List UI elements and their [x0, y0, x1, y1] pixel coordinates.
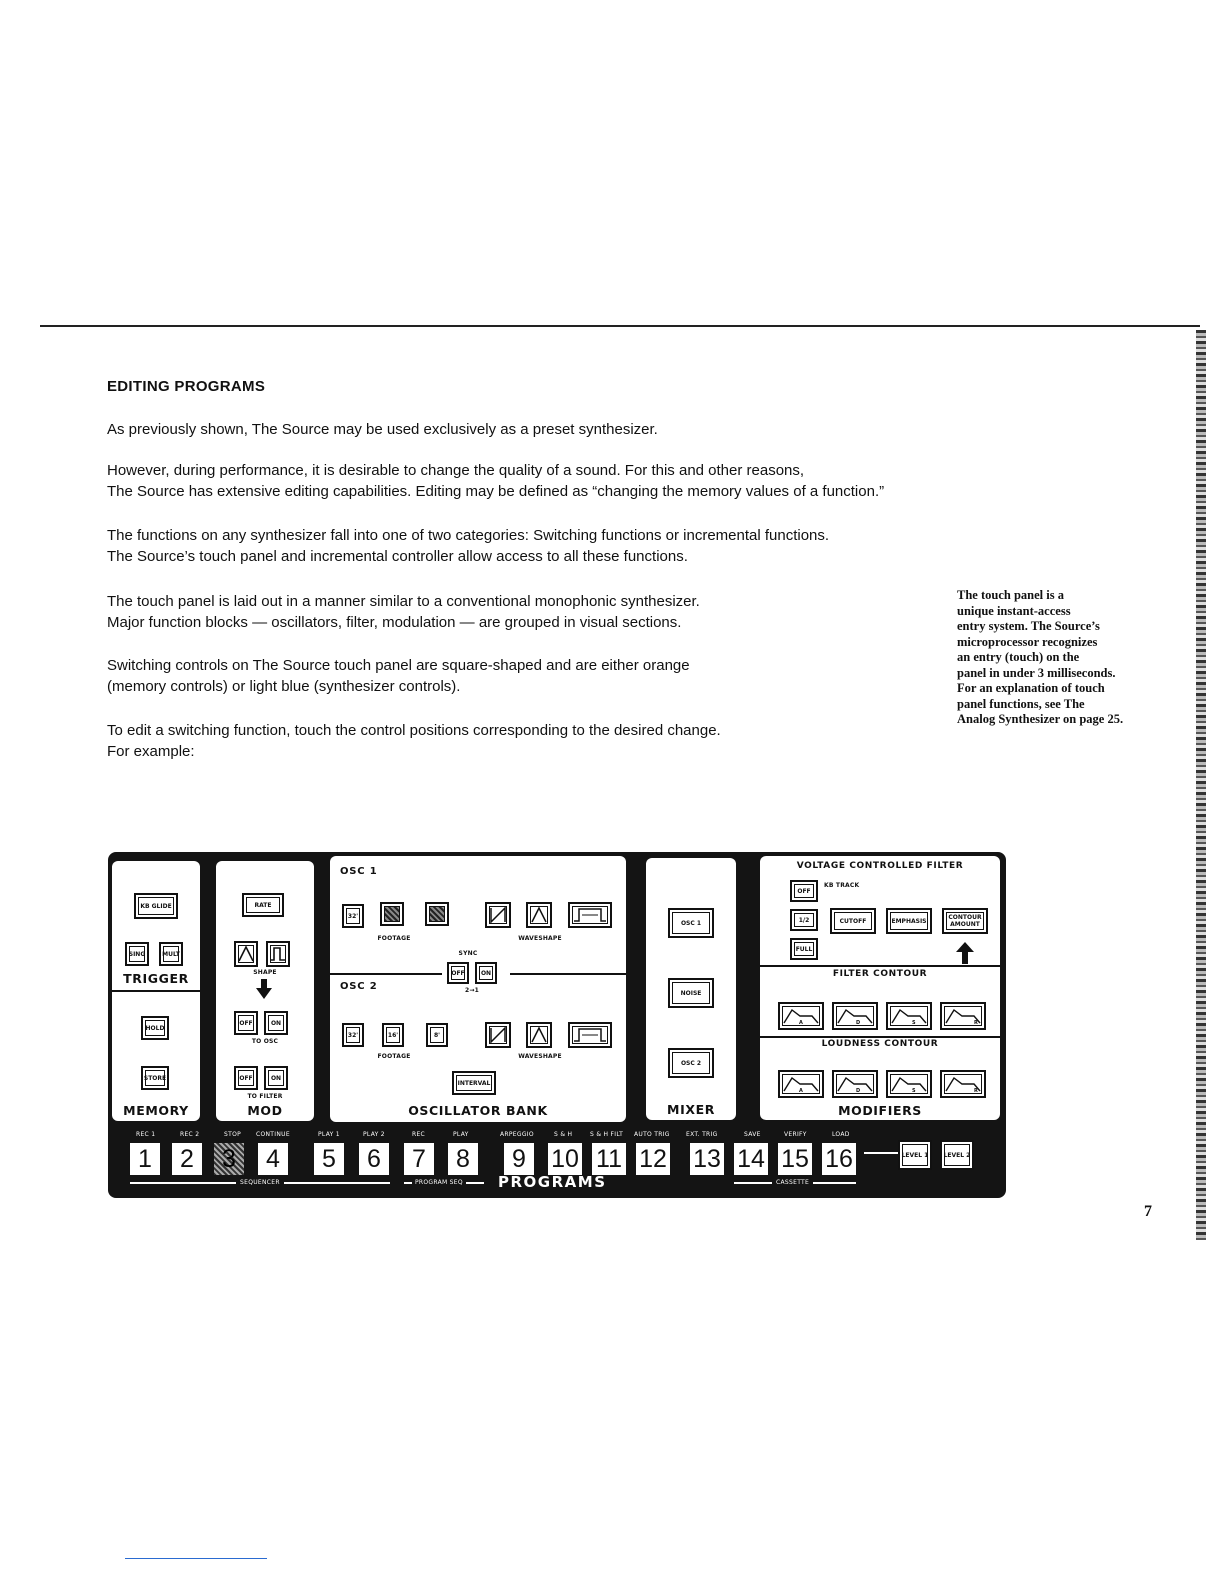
paragraph-2: However, during performance, it is desirable to change the quality of a sound. For this and other reasons, The Source has extensive editing capabilities. Editing may be defined as “changing the memory values of a function.”: [107, 462, 885, 500]
cassette-label: CASSETTE: [772, 1179, 813, 1186]
contour-amount-button[interactable]: CONTOUR AMOUNT: [942, 908, 988, 934]
osc1-8ft-button[interactable]: [425, 902, 449, 926]
kb-track-off-button[interactable]: OFF: [790, 880, 818, 902]
decay-envelope-icon: [836, 1007, 874, 1025]
footnote-rule: [125, 1558, 267, 1559]
mod-to-osc-off-button[interactable]: OFF: [234, 1011, 258, 1035]
page-top-rule: [40, 325, 1200, 327]
osc1-triangle-button[interactable]: [526, 902, 552, 928]
program-button-4[interactable]: 4: [258, 1143, 288, 1175]
program-label-14: SAVE: [744, 1131, 761, 1138]
interval-button[interactable]: INTERVAL: [452, 1071, 496, 1095]
program-button-6[interactable]: 6: [359, 1143, 389, 1175]
program-button-12[interactable]: 12: [636, 1143, 670, 1175]
triangle-wave-icon: [238, 946, 254, 962]
program-label-6: PLAY 2: [363, 1131, 385, 1138]
osc2-32ft-button[interactable]: 32': [342, 1023, 364, 1047]
osc1-footage-label: FOOTAGE: [377, 935, 411, 942]
down-arrow-icon: [256, 979, 272, 1004]
program-button-16[interactable]: 16: [822, 1143, 856, 1175]
loudness-contour-decay-button[interactable]: [832, 1070, 878, 1098]
release-envelope-icon: [944, 1075, 982, 1093]
sing-button[interactable]: SING: [125, 942, 149, 966]
svg-text:S: S: [912, 1020, 916, 1025]
mod-to-filter-off-button[interactable]: OFF: [234, 1066, 258, 1090]
program-label-13: EXT. TRIG: [686, 1131, 718, 1138]
to-osc-label: TO OSC: [251, 1038, 279, 1045]
paragraph-3: The functions on any synthesizer fall into one of two categories: Switching functions or incremental functions. The Source’s touch panel and incremental controller allow access to all these functions.: [107, 527, 830, 565]
mixer-title: MIXER: [667, 1102, 715, 1117]
svg-text:R: R: [974, 1020, 978, 1025]
section-heading: EDITING PROGRAMS: [107, 378, 266, 395]
program-label-7: REC: [412, 1131, 426, 1138]
svg-text:R: R: [974, 1088, 978, 1093]
program-button-10[interactable]: 10: [548, 1143, 582, 1175]
attack-envelope-icon: [782, 1007, 820, 1025]
program-label-9: ARPEGGIO: [500, 1131, 534, 1138]
sawtooth-wave-icon: [490, 907, 506, 923]
paragraph-1: As previously shown, The Source may be used exclusively as a preset synthesizer.: [107, 421, 658, 438]
pulse-wave-icon: [573, 1027, 607, 1043]
kb-glide-button[interactable]: KB GLIDE: [134, 893, 178, 919]
paragraph-6: To edit a switching function, touch the control positions corresponding to the desired change. For example:: [107, 722, 721, 760]
rate-button[interactable]: RATE: [242, 893, 284, 917]
program-button-2[interactable]: 2: [172, 1143, 202, 1175]
touch-panel: [108, 852, 1006, 1198]
program-button-1[interactable]: 1: [130, 1143, 160, 1175]
osc2-waveshape-label: WAVESHAPE: [518, 1053, 562, 1060]
oscillator-bank-title: OSCILLATOR BANK: [408, 1103, 548, 1118]
osc2-triangle-button[interactable]: [526, 1022, 552, 1048]
modifiers-section: [760, 856, 1000, 1120]
mod-triangle-wave-button[interactable]: [234, 941, 258, 967]
loudness-contour-attack-button[interactable]: [778, 1070, 824, 1098]
side-note: The touch panel is a unique instant-access entry system. The Source’s microprocessor recognizes an entry (touch) on the panel in under 3 milliseconds. For an explanation of touch panel functions, see The Analog Synthesizer on page 25.: [957, 588, 1124, 726]
mod-to-filter-on-button[interactable]: ON: [264, 1066, 288, 1090]
sequencer-label: SEQUENCER: [236, 1179, 284, 1186]
program-label-11: S & H FILT: [590, 1131, 624, 1138]
program-button-13[interactable]: 13: [690, 1143, 724, 1175]
oscillator-bank-section: [330, 856, 626, 1122]
sync-label: SYNC: [458, 950, 478, 957]
osc1-32ft-button[interactable]: 32': [342, 904, 364, 928]
osc2-sawtooth-button[interactable]: [485, 1022, 511, 1048]
emphasis-button[interactable]: EMPHASIS: [886, 908, 932, 934]
osc2-footage-label: FOOTAGE: [377, 1053, 411, 1060]
kb-track-half-button[interactable]: 1/2: [790, 909, 818, 931]
mixer-osc2-button[interactable]: OSC 2: [668, 1048, 714, 1078]
program-label-16: LOAD: [832, 1131, 850, 1138]
kb-track-label: KB TRACK: [824, 882, 860, 889]
program-label-10: S & H: [554, 1131, 573, 1138]
program-button-8[interactable]: 8: [448, 1143, 478, 1175]
trigger-divider: [112, 990, 200, 992]
osc-divider-left: [330, 973, 442, 975]
svg-text:A: A: [799, 1020, 803, 1025]
filter-contour-decay-button[interactable]: [832, 1002, 878, 1030]
shape-label: SHAPE: [253, 969, 277, 976]
program-label-5: PLAY 1: [318, 1131, 340, 1138]
program-button-7[interactable]: 7: [404, 1143, 434, 1175]
osc2-title: OSC 2: [340, 981, 378, 992]
svg-text:A: A: [799, 1088, 803, 1093]
trigger-title: TRIGGER: [123, 971, 189, 986]
program-label-15: VERIFY: [784, 1131, 807, 1138]
decay-envelope-icon: [836, 1075, 874, 1093]
program-button-11[interactable]: 11: [592, 1143, 626, 1175]
loudness-contour-sustain-button[interactable]: [886, 1070, 932, 1098]
mult-button[interactable]: MULT: [159, 942, 183, 966]
triangle-wave-icon: [531, 907, 547, 923]
mod-to-osc-on-button[interactable]: ON: [264, 1011, 288, 1035]
sync-on-button[interactable]: ON: [475, 962, 497, 984]
osc2-pulse-button[interactable]: [568, 1022, 612, 1048]
osc2-16ft-button[interactable]: 16': [382, 1023, 404, 1047]
osc1-pulse-button[interactable]: [568, 902, 612, 928]
program-seq-label: PROGRAM SEQ: [412, 1179, 466, 1186]
mod-square-wave-button[interactable]: [266, 941, 290, 967]
program-label-3: STOP: [224, 1131, 242, 1138]
program-button-9[interactable]: 9: [504, 1143, 534, 1175]
sawtooth-wave-icon: [490, 1027, 506, 1043]
program-button-15[interactable]: 15: [778, 1143, 812, 1175]
kb-track-full-button[interactable]: FULL: [790, 938, 818, 960]
level-1-button[interactable]: LEVEL 1: [898, 1140, 932, 1170]
mixer-osc1-button[interactable]: OSC 1: [668, 908, 714, 938]
mod-section: [216, 861, 314, 1121]
program-label-12: AUTO TRIG: [634, 1131, 670, 1138]
osc1-16ft-button[interactable]: [380, 902, 404, 926]
sync-off-button[interactable]: OFF: [447, 962, 469, 984]
memory-title: MEMORY: [123, 1103, 189, 1118]
attack-envelope-icon: [782, 1075, 820, 1093]
page-scan-edge: [1196, 330, 1206, 1240]
program-button-3[interactable]: 3: [214, 1143, 244, 1175]
filter-contour-divider: [760, 1036, 1000, 1038]
sync-direction-label: 2→1: [465, 987, 479, 994]
sustain-envelope-icon: [890, 1075, 928, 1093]
release-envelope-icon: [944, 1007, 982, 1025]
program-label-1: REC 1: [136, 1131, 156, 1138]
square-wave-icon: [270, 946, 286, 962]
svg-text:D: D: [856, 1020, 861, 1025]
store-button[interactable]: STORE: [141, 1066, 169, 1090]
program-label-4: CONTINUE: [256, 1131, 290, 1138]
to-filter-label: TO FILTER: [247, 1093, 283, 1100]
osc2-8ft-button[interactable]: 8': [426, 1023, 448, 1047]
hold-button[interactable]: HOLD: [141, 1016, 169, 1040]
modifiers-title: MODIFIERS: [838, 1103, 922, 1118]
mixer-section: [646, 858, 736, 1120]
svg-text:D: D: [856, 1088, 861, 1093]
sustain-envelope-icon: [890, 1007, 928, 1025]
level-2-button[interactable]: LEVEL 2: [940, 1140, 974, 1170]
loudness-contour-title: LOUDNESS CONTOUR: [821, 1039, 939, 1049]
osc1-waveshape-label: WAVESHAPE: [518, 935, 562, 942]
mod-title: MOD: [247, 1103, 283, 1118]
level-connector: [864, 1152, 898, 1154]
cutoff-button[interactable]: CUTOFF: [830, 908, 876, 934]
osc1-title: OSC 1: [340, 866, 378, 877]
filter-contour-release-button[interactable]: [940, 1002, 986, 1030]
filter-contour-attack-button[interactable]: [778, 1002, 824, 1030]
osc1-sawtooth-button[interactable]: [485, 902, 511, 928]
program-button-14[interactable]: 14: [734, 1143, 768, 1175]
program-label-2: REC 2: [180, 1131, 200, 1138]
page-number: 7: [1144, 1203, 1152, 1220]
vcf-title: VOLTAGE CONTROLLED FILTER: [796, 861, 964, 871]
programs-title: PROGRAMS: [498, 1173, 607, 1191]
triangle-wave-icon: [531, 1027, 547, 1043]
pulse-wave-icon: [573, 907, 607, 923]
program-button-5[interactable]: 5: [314, 1143, 344, 1175]
paragraph-5: Switching controls on The Source touch panel are square-shaped and are either orange (memory controls) or light blue (synthesizer controls).: [107, 657, 690, 695]
trigger-memory-section: [112, 861, 200, 1121]
paragraph-4: The touch panel is laid out in a manner similar to a conventional monophonic synthesizer. Major function blocks — oscillators, filter, modulation — are grouped in visual sections.: [107, 593, 700, 631]
filter-contour-title: FILTER CONTOUR: [832, 969, 928, 979]
svg-text:S: S: [912, 1088, 916, 1093]
program-label-8: PLAY: [453, 1131, 469, 1138]
filter-contour-sustain-button[interactable]: [886, 1002, 932, 1030]
loudness-contour-release-button[interactable]: [940, 1070, 986, 1098]
osc-divider-right: [510, 973, 626, 975]
mixer-noise-button[interactable]: NOISE: [668, 978, 714, 1008]
vcf-divider: [760, 965, 1000, 967]
